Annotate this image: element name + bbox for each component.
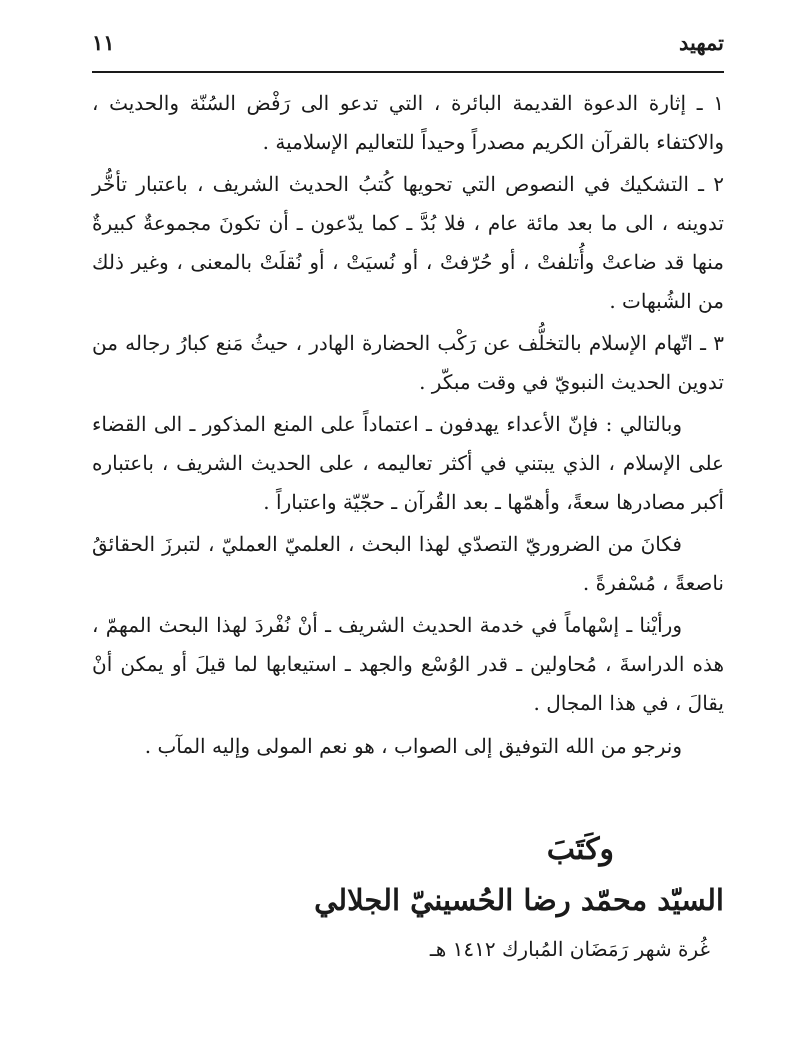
paragraph-point-1: ١ ـ إثارة الدعوة القديمة البائرة ، التي تدعو الى رَفْض السُنّة والحديث ، والاكتفاء بالقرآن الكريم مصدراً وحيداً للتعاليم الإسلامية . <box>92 91 724 154</box>
page-body <box>92 84 724 769</box>
closing-prayer: ونرجو من الله التوفيق إلى الصواب ، هو نعم المولى وإليه المآب . <box>144 734 682 758</box>
signature-wrote: وكَتَبَ <box>546 832 614 867</box>
signature-date: غُرة شهر رَمَضَان المُبارك ١٤١٢ هـ <box>429 937 710 961</box>
paragraph-point-2: ٢ ـ التشكيك في النصوص التي تحويها كُتبُ الحديث الشريف ، باعتبار تأخُّر تدوينه ، الى ما بعد مائة عام ، فلا بُدَّ ـ كما يدّعون ـ أن تكونَ مجموعةٌ كبيرةٌ منها قد ضاعتْ وأُتلفتْ ، أو حُرّفتْ ، أو نُسيَتْ ، أو نُقلَتْ بالمعنى ، وغير ذلك من الشُبهات . <box>92 172 724 313</box>
paragraph-point-3: ٣ ـ اتّهام الإسلام بالتخلُّف عن رَكْب الحضارة الهادر ، حيثُ مَنع كبارُ رجاله من تدوين الحديث النبويّ في وقت مبكّر . <box>92 331 724 394</box>
signature-block <box>92 828 724 966</box>
page-number: ١١ <box>92 30 115 55</box>
page-header <box>92 30 724 64</box>
chapter-title: تمهيد <box>678 30 724 55</box>
header-rule <box>92 71 724 73</box>
author-name: السيّد محمّد رضا الحُسينيّ الجلالي <box>314 883 724 917</box>
paragraph-purpose: ورأيْنا ـ إسْهاماً في خدمة الحديث الشريف ـ أنْ نُفْردَ لهذا البحث المهمّ ، هذه الدراسةَ ، مُحاولين ـ قدر الوُسْع والجهد ـ استيعابها لما قيلَ أو يمكن أنْ يقالَ ، في هذا المجال . <box>92 613 724 715</box>
paragraph-necessity: فكانَ من الضروريّ التصدّي لهذا البحث ، العلميّ العمليّ ، لتبرزَ الحقائقُ ناصعةً ، مُسْفرةً . <box>92 532 724 595</box>
paragraph-consequently: وبالتالي : فإنّ الأعداء يهدفون ـ اعتماداً على المنع المذكور ـ الى القضاء على الإسلام ، الذي يبتني في أكثر تعاليمه ، على الحديث الشريف ، باعتباره أكبر مصادرها سعةً، وأهمّها ـ بعد القُرآن ـ حجّيّة واعتباراً . <box>92 412 724 514</box>
